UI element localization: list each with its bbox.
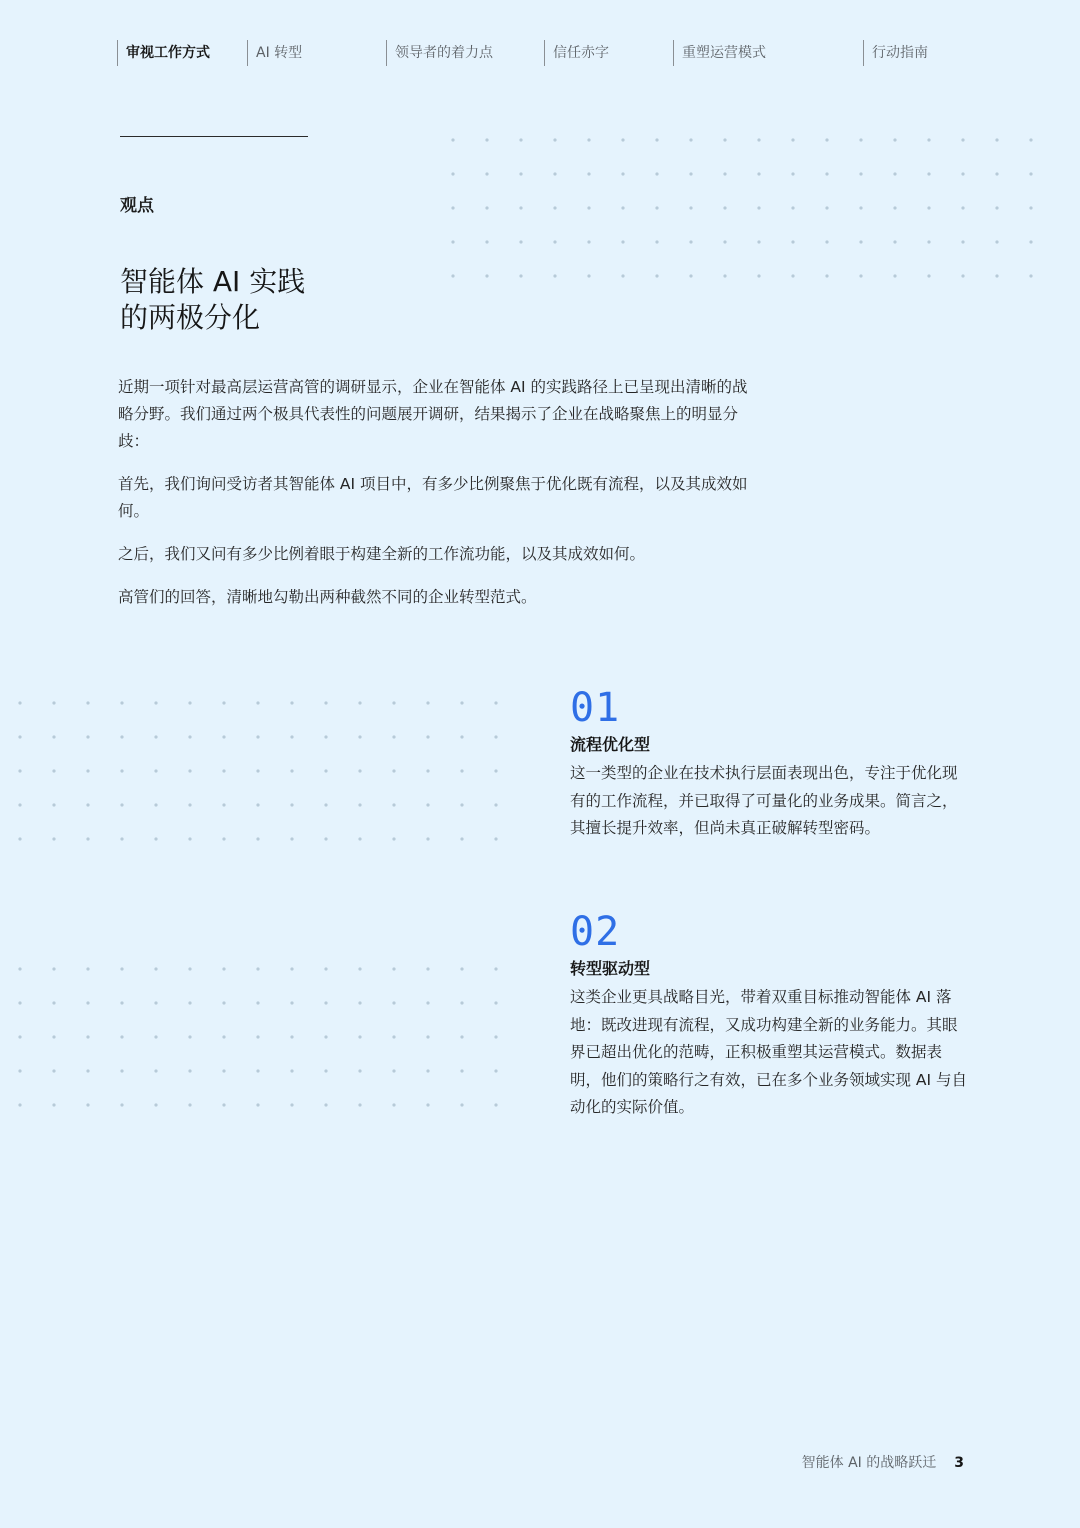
decorative-dot <box>825 138 828 141</box>
decorative-dot <box>621 240 624 243</box>
decorative-dot <box>358 1001 361 1004</box>
decorative-dot <box>927 206 930 209</box>
intro-text <box>118 374 758 627</box>
decorative-dot <box>86 1103 89 1106</box>
decorative-dot <box>460 1001 463 1004</box>
nav-item-label: 信任赤字 <box>553 45 609 61</box>
decorative-dot <box>188 1035 191 1038</box>
decorative-dot <box>188 967 191 970</box>
decorative-dot <box>290 1035 293 1038</box>
intro-paragraph: 之后，我们又问有多少比例着眼于构建全新的工作流功能，以及其成效如何。 <box>118 545 646 563</box>
decorative-dot <box>188 1103 191 1106</box>
decorative-dot <box>460 1069 463 1072</box>
decorative-dot <box>859 138 862 141</box>
decorative-dot <box>859 172 862 175</box>
decorative-dot <box>655 172 658 175</box>
decorative-dot <box>52 1103 55 1106</box>
decorative-dot <box>256 967 259 970</box>
decorative-dot <box>222 1035 225 1038</box>
decorative-dot <box>86 1001 89 1004</box>
decorative-dot <box>995 274 998 277</box>
card-description: 这一类型的企业在技术执行层面表现出色，专注于优化现有的工作流程，并已取得了可量化的业务成果。简言之，其擅长提升效率，但尚未真正破解转型密码。 <box>570 764 958 837</box>
nav-item-label: 行动指南 <box>872 45 928 61</box>
decorative-dot <box>689 240 692 243</box>
card-title: 转型驱动型 <box>570 959 651 978</box>
decorative-dot <box>893 138 896 141</box>
decorative-dot <box>256 1103 259 1106</box>
decorative-dot <box>222 967 225 970</box>
card-description: 这类企业更具战略目光，带着双重目标推动智能体 AI 落地：既改进现有流程，又成功构建全新的业务能力。其眼界已超出优化的范畴，正积极重塑其运营模式。数据表明，他们的策略行之有效，已在多个业务领域实现 AI 与自动化的实际价值。 <box>570 988 968 1116</box>
decorative-dot <box>791 274 794 277</box>
decorative-dot <box>961 138 964 141</box>
decorative-dot <box>120 967 123 970</box>
decorative-dot <box>927 240 930 243</box>
decorative-dot <box>392 1069 395 1072</box>
decorative-dot <box>358 967 361 970</box>
decorative-dot <box>52 1069 55 1072</box>
decorative-dot <box>655 274 658 277</box>
intro-paragraph: 高管们的回答，清晰地勾勒出两种截然不同的企业转型范式。 <box>118 588 537 606</box>
decorative-dot <box>188 1069 191 1072</box>
decorative-dot <box>460 967 463 970</box>
decorative-dot <box>18 1001 21 1004</box>
decorative-dot <box>86 1069 89 1072</box>
decorative-dot <box>961 206 964 209</box>
decorative-dot <box>757 138 760 141</box>
decorative-dot <box>392 1103 395 1106</box>
decorative-dot <box>120 1069 123 1072</box>
decorative-dot <box>392 1035 395 1038</box>
decorative-dot <box>494 967 497 970</box>
decorative-dot <box>791 240 794 243</box>
decorative-dot <box>757 274 760 277</box>
title-line-2: 的两极分化 <box>120 301 261 334</box>
decorative-dot <box>689 206 692 209</box>
decorative-dot <box>324 1069 327 1072</box>
decorative-dot <box>86 1035 89 1038</box>
decorative-dot <box>893 172 896 175</box>
decorative-dot <box>961 172 964 175</box>
decorative-dot <box>995 206 998 209</box>
decorative-dot <box>995 240 998 243</box>
intro-paragraph: 首先，我们询问受访者其智能体 AI 项目中，有多少比例聚焦于优化既有流程，以及其成效如何。 <box>118 475 748 520</box>
decorative-dot <box>995 172 998 175</box>
decorative-dot <box>587 138 590 141</box>
decorative-dot <box>290 1001 293 1004</box>
decorative-dot <box>18 967 21 970</box>
decorative-dot <box>222 1069 225 1072</box>
decorative-dot <box>621 138 624 141</box>
decorative-dot <box>791 206 794 209</box>
decorative-dot <box>655 206 658 209</box>
decorative-dot <box>655 240 658 243</box>
decorative-dot <box>927 138 930 141</box>
decorative-dot <box>154 1069 157 1072</box>
decorative-dot <box>52 1001 55 1004</box>
decorative-dot <box>825 274 828 277</box>
decorative-dot <box>494 1103 497 1106</box>
decorative-dot <box>757 172 760 175</box>
decorative-dot <box>324 1001 327 1004</box>
decorative-dot <box>290 1103 293 1106</box>
decorative-dot <box>893 274 896 277</box>
type-card-transformation-driver <box>570 910 970 1122</box>
decorative-dot <box>961 274 964 277</box>
decorative-dot <box>1029 206 1032 209</box>
decorative-dot <box>927 274 930 277</box>
decorative-dot <box>290 967 293 970</box>
type-card-process-optimizer <box>570 686 970 843</box>
title-line-1: 智能体 AI 实践 <box>120 265 306 298</box>
decorative-dot <box>689 172 692 175</box>
section-eyebrow: 观点 <box>120 196 154 216</box>
decorative-dot <box>256 1069 259 1072</box>
decorative-dot <box>587 206 590 209</box>
decorative-dot <box>689 138 692 141</box>
decorative-dot <box>621 172 624 175</box>
decorative-dot <box>120 1035 123 1038</box>
decorative-dot <box>893 206 896 209</box>
decorative-dot <box>757 206 760 209</box>
decorative-dot <box>426 1001 429 1004</box>
decorative-dot <box>1029 274 1032 277</box>
decorative-dot <box>961 240 964 243</box>
decorative-dot <box>392 967 395 970</box>
decorative-dot <box>723 240 726 243</box>
decorative-dot <box>859 206 862 209</box>
decorative-dot <box>188 1001 191 1004</box>
decorative-dot <box>222 1001 225 1004</box>
decorative-dot <box>426 1035 429 1038</box>
decorative-dot <box>426 1103 429 1106</box>
decorative-dot <box>154 1103 157 1106</box>
intro-paragraph: 近期一项针对最高层运营高管的调研显示，企业在智能体 AI 的实践路径上已呈现出清晰的战略分野。我们通过两个极具代表性的问题展开调研，结果揭示了企业在战略聚焦上的明显分歧： <box>118 378 748 450</box>
nav-item-label: 审视工作方式 <box>126 45 210 61</box>
decorative-dot <box>52 1035 55 1038</box>
nav-item-label: 领导者的着力点 <box>395 45 493 61</box>
decorative-dot <box>222 1103 225 1106</box>
decorative-dot <box>757 240 760 243</box>
decorative-dot <box>723 172 726 175</box>
decorative-dot <box>587 274 590 277</box>
decorative-dot <box>723 206 726 209</box>
decorative-dot <box>154 967 157 970</box>
decorative-dot <box>86 967 89 970</box>
decorative-dot <box>426 1069 429 1072</box>
page-footer <box>802 1452 964 1472</box>
decorative-dot <box>154 1035 157 1038</box>
decorative-dot <box>460 1035 463 1038</box>
decorative-dot <box>1029 240 1032 243</box>
decorative-dot <box>52 967 55 970</box>
decorative-dot <box>324 1035 327 1038</box>
decorative-dot <box>120 1001 123 1004</box>
decorative-dot <box>426 967 429 970</box>
card-number: 02 <box>570 909 621 955</box>
decorative-dot <box>256 1035 259 1038</box>
page-number: 3 <box>954 1455 964 1471</box>
decorative-dot <box>18 1103 21 1106</box>
decorative-dot <box>324 967 327 970</box>
page-title <box>120 264 305 336</box>
decorative-dot <box>791 172 794 175</box>
decorative-dot <box>689 274 692 277</box>
decorative-dot <box>621 274 624 277</box>
decorative-dot <box>587 240 590 243</box>
decorative-dot <box>825 240 828 243</box>
decorative-dot <box>460 1103 463 1106</box>
decorative-dot <box>825 172 828 175</box>
decorative-dot <box>995 138 998 141</box>
footer-title: 智能体 AI 的战略跃迁 <box>801 1455 937 1471</box>
decorative-dot <box>358 1103 361 1106</box>
nav-item-label: 重塑运营模式 <box>682 45 766 61</box>
decorative-dot <box>723 274 726 277</box>
decorative-dot <box>723 138 726 141</box>
decorative-dot <box>494 1035 497 1038</box>
decorative-dot <box>791 138 794 141</box>
decorative-dot <box>927 172 930 175</box>
card-title: 流程优化型 <box>570 735 651 754</box>
decorative-dot <box>494 1001 497 1004</box>
decorative-dot <box>587 172 590 175</box>
decorative-dot <box>324 1103 327 1106</box>
card-number: 01 <box>570 685 621 731</box>
decorative-dot <box>1029 138 1032 141</box>
decorative-dot <box>1029 172 1032 175</box>
decorative-dot <box>358 1069 361 1072</box>
decorative-dot <box>825 206 828 209</box>
nav-item-label: AI 转型 <box>256 45 303 61</box>
decorative-dot <box>154 1001 157 1004</box>
decorative-dot <box>392 1001 395 1004</box>
decorative-dot <box>655 138 658 141</box>
decorative-dot <box>893 240 896 243</box>
decorative-dot <box>18 1069 21 1072</box>
decorative-dot <box>256 1001 259 1004</box>
decorative-dot <box>120 1103 123 1106</box>
decorative-dot <box>290 1069 293 1072</box>
decorative-dot <box>621 206 624 209</box>
decorative-dot <box>859 274 862 277</box>
decorative-dot <box>358 1035 361 1038</box>
decorative-dot <box>18 1035 21 1038</box>
decorative-dot <box>494 1069 497 1072</box>
decorative-dot <box>859 240 862 243</box>
